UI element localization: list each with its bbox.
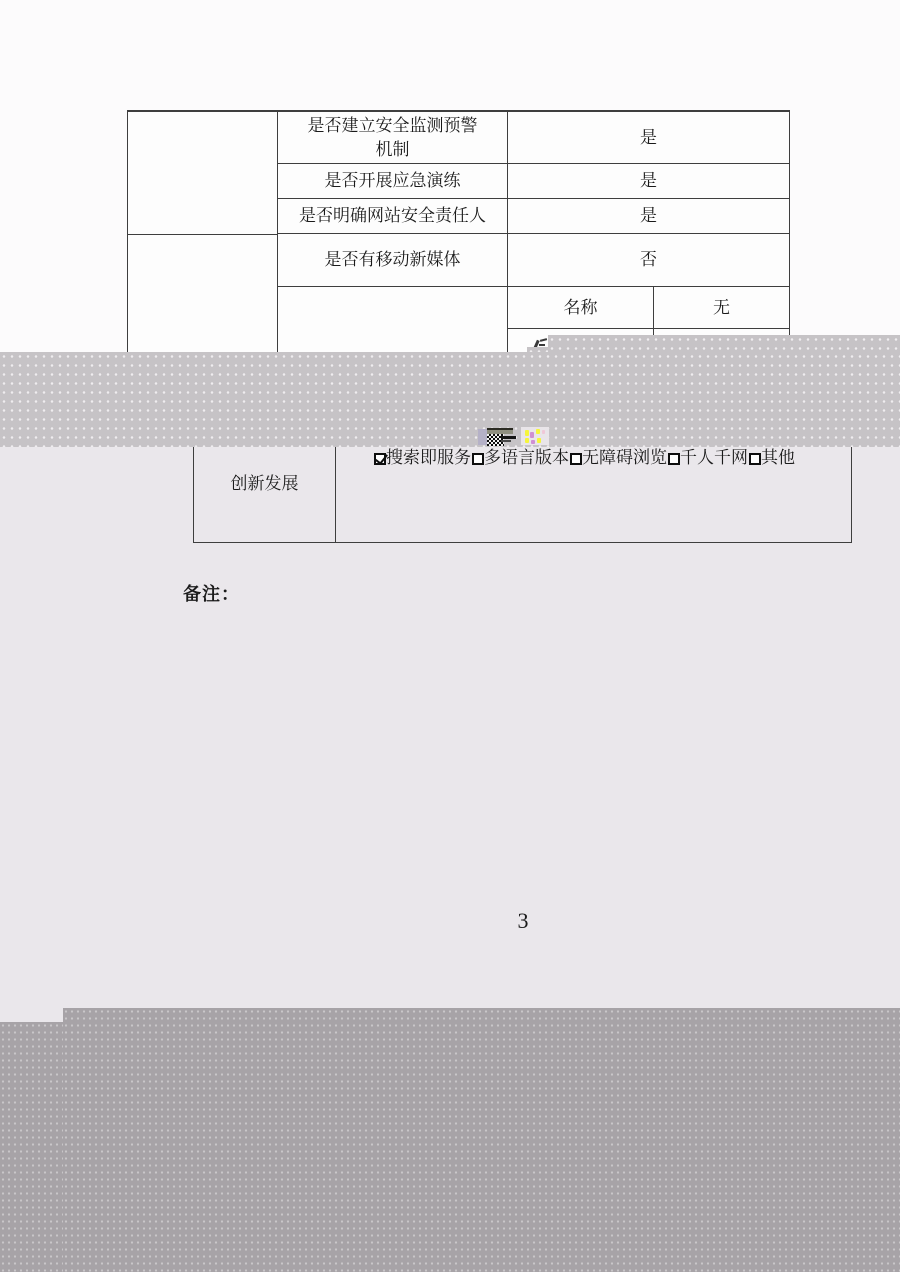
corruption-artifact [476, 425, 552, 448]
redaction-band [0, 352, 900, 447]
category-cell-empty-1 [128, 112, 278, 235]
question-cell: 是否建立安全监测预警机制 [278, 112, 508, 164]
option-label: 其他 [761, 448, 795, 467]
innovation-options-cell [337, 447, 852, 542]
media-name-value-cell: 无 [654, 287, 789, 329]
media-name-label-cell: 名称 [508, 287, 654, 329]
checkbox-icon [749, 453, 761, 465]
option-label: 千人千网 [680, 448, 748, 467]
option-label: 多语言版本 [484, 448, 569, 467]
option-item [569, 448, 667, 467]
innovation-category-cell: 创新发展 [194, 447, 336, 542]
option-label: 搜索即服务 [386, 448, 471, 467]
option-item [667, 448, 748, 467]
answer-cell: 否 [508, 234, 789, 287]
option-label: 无障碍浏览 [582, 448, 667, 467]
page-number: 3 [517, 908, 529, 933]
option-item [373, 448, 471, 467]
question-cell-empty [278, 287, 508, 352]
security-media-table [127, 110, 790, 352]
answer-cell: 是 [508, 112, 789, 164]
redaction-patch [548, 335, 900, 352]
checkbox-checked-icon [374, 453, 386, 465]
answer-cell: 是 [508, 199, 789, 234]
checkbox-icon [570, 453, 582, 465]
question-cell: 是否明确网站安全责任人 [278, 199, 508, 234]
answer-cell: 是 [508, 164, 789, 199]
innovation-table [193, 447, 852, 543]
question-cell: 是否有移动新媒体 [278, 234, 508, 287]
remark-label: 备注： [183, 584, 240, 604]
category-cell-empty-2 [128, 235, 278, 352]
checkbox-icon [472, 453, 484, 465]
checkbox-icon [668, 453, 680, 465]
option-item [471, 448, 569, 467]
option-item [748, 448, 795, 467]
footer-redaction-main [63, 1008, 900, 1272]
question-cell: 是否开展应急演练 [278, 164, 508, 199]
footer-redaction-left [0, 1022, 63, 1272]
